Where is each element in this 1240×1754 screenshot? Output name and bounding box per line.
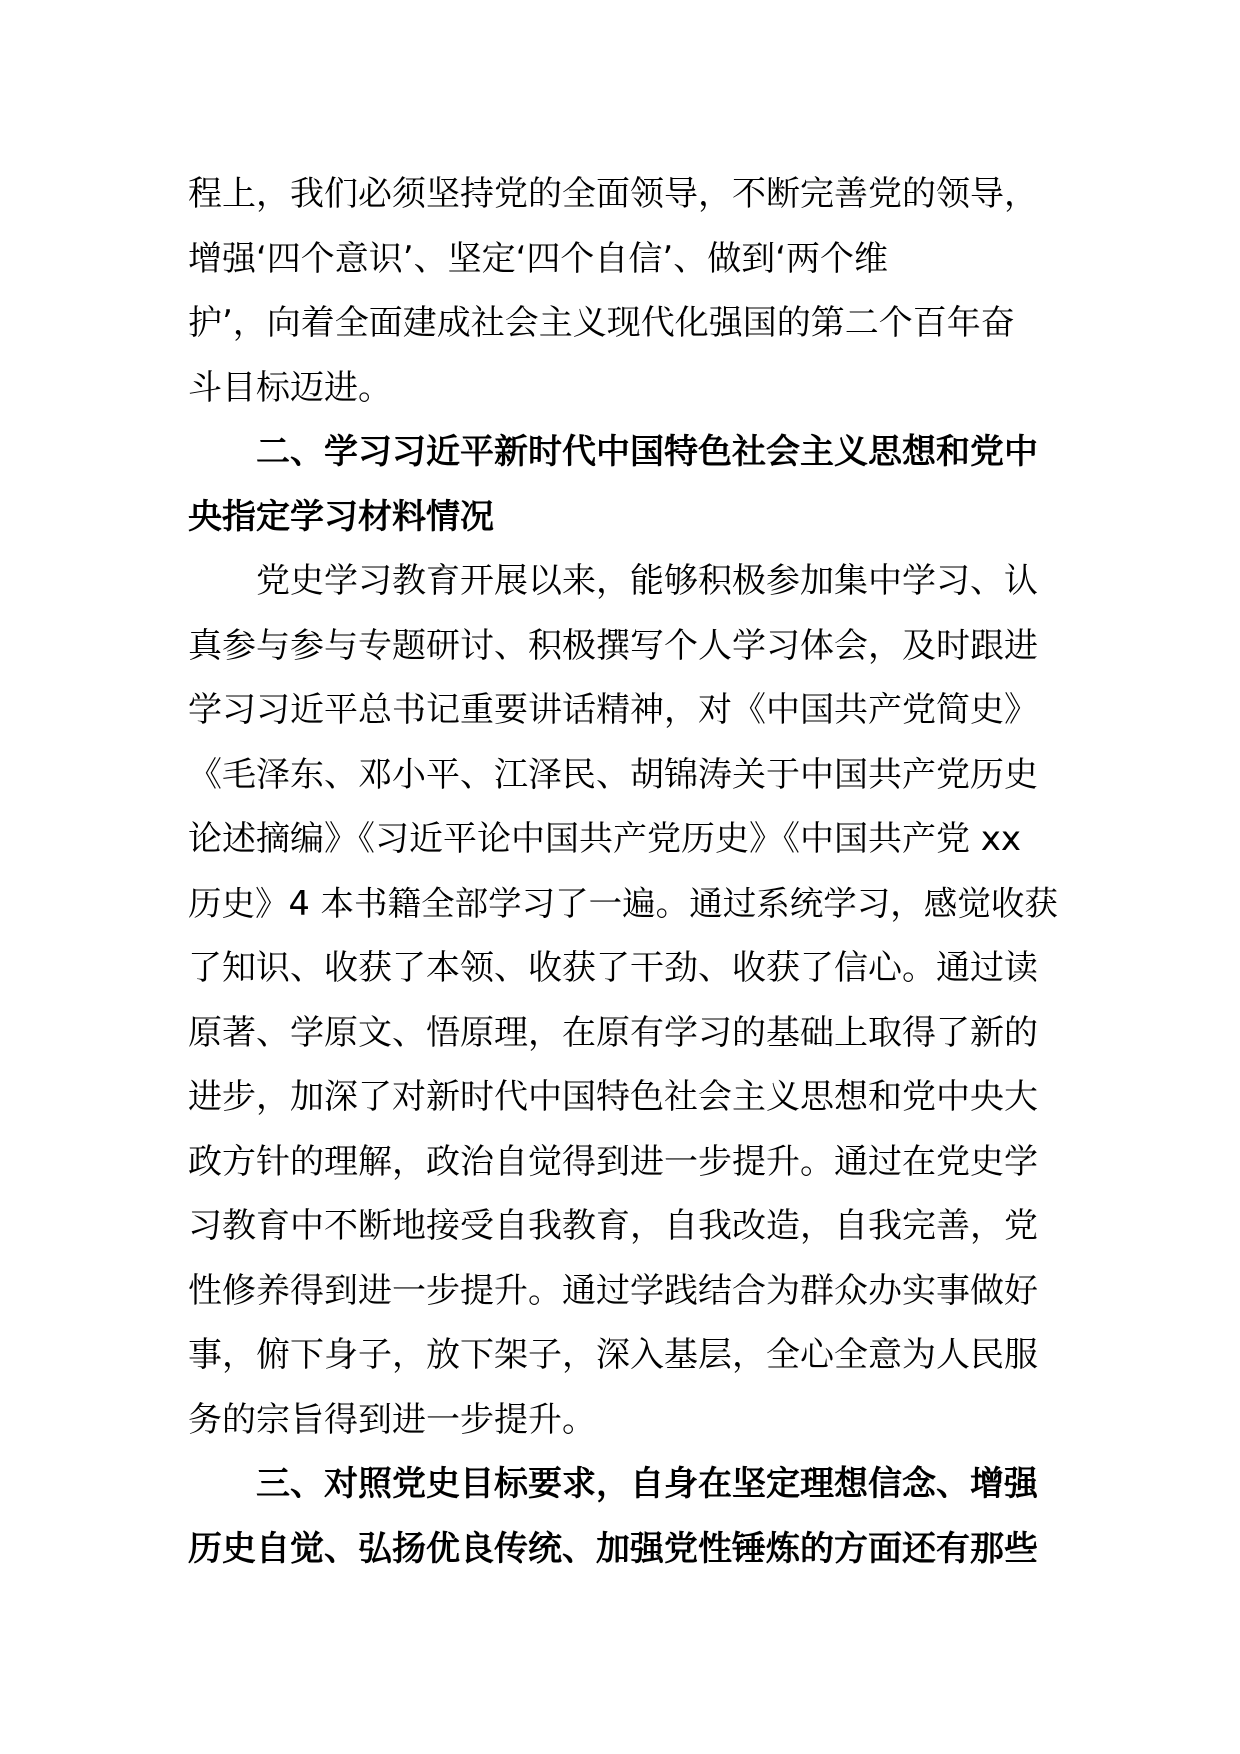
text-line: 习教育中不断地接受自我教育，自我改造，自我完善，党 (188, 1206, 1038, 1246)
text-line: 真参与参与专题研讨、积极撰写个人学习体会，及时跟进 (188, 625, 1038, 666)
heading-line: 二、学习习近平新时代中国特色社会主义思想和党中 (256, 432, 1038, 472)
text-line: 《毛泽东、邓小平、江泽民、胡锦涛关于中国共产党历史 (188, 754, 1038, 795)
text-line: 事，俯下身子，放下架子，深入基层，全心全意为人民服 (188, 1335, 1038, 1375)
text-line: 斗目标迈进。 (188, 367, 392, 408)
text-line: 护’，向着全面建成社会主义现代化强国的第二个百年奋 (188, 303, 1015, 343)
section-heading-2 (188, 420, 1058, 549)
text-line: 党史学习教育开展以来，能够积极参加集中学习、认 (256, 561, 1038, 601)
text-line: 务的宗旨得到进一步提升。 (188, 1399, 596, 1440)
paragraph-study (188, 549, 1058, 1452)
text-line: 了知识、收获了本领、收获了干劲、收获了信心。通过读 (188, 948, 1038, 988)
text-line: 增强‘四个意识’、坚定‘四个自信’、做到‘两个维 (188, 238, 889, 279)
heading-line: 央指定学习材料情况 (188, 496, 494, 537)
text-line: 学习习近平总书记重要讲话精神，对《中国共产党简史》 (188, 690, 1038, 730)
section-heading-3 (188, 1452, 1058, 1581)
document-body (188, 162, 1058, 1581)
text-line: 进步，加深了对新时代中国特色社会主义思想和党中央大 (188, 1077, 1038, 1117)
text-line: 程上，我们必须坚持党的全面领导，不断完善党的领导， (188, 174, 1038, 214)
text-line: 性修养得到进一步提升。通过学践结合为群众办实事做好 (188, 1270, 1038, 1311)
heading-line: 历史自觉、弘扬优良传统、加强党性锤炼的方面还有那些 (188, 1528, 1038, 1569)
text-line: 原著、学原文、悟原理，在原有学习的基础上取得了新的 (188, 1012, 1038, 1053)
text-line: 政方针的理解，政治自觉得到进一步提升。通过在党史学 (188, 1141, 1038, 1182)
paragraph-continuation (188, 162, 1058, 420)
text-line: 论述摘编》《习近平论中国共产党历史》《中国共产党 xx (188, 819, 1022, 859)
heading-line: 三、对照党史目标要求，自身在坚定理想信念、增强 (256, 1464, 1038, 1504)
text-line: 历史》4 本书籍全部学习了一遍。通过系统学习，感觉收获 (188, 883, 1058, 923)
